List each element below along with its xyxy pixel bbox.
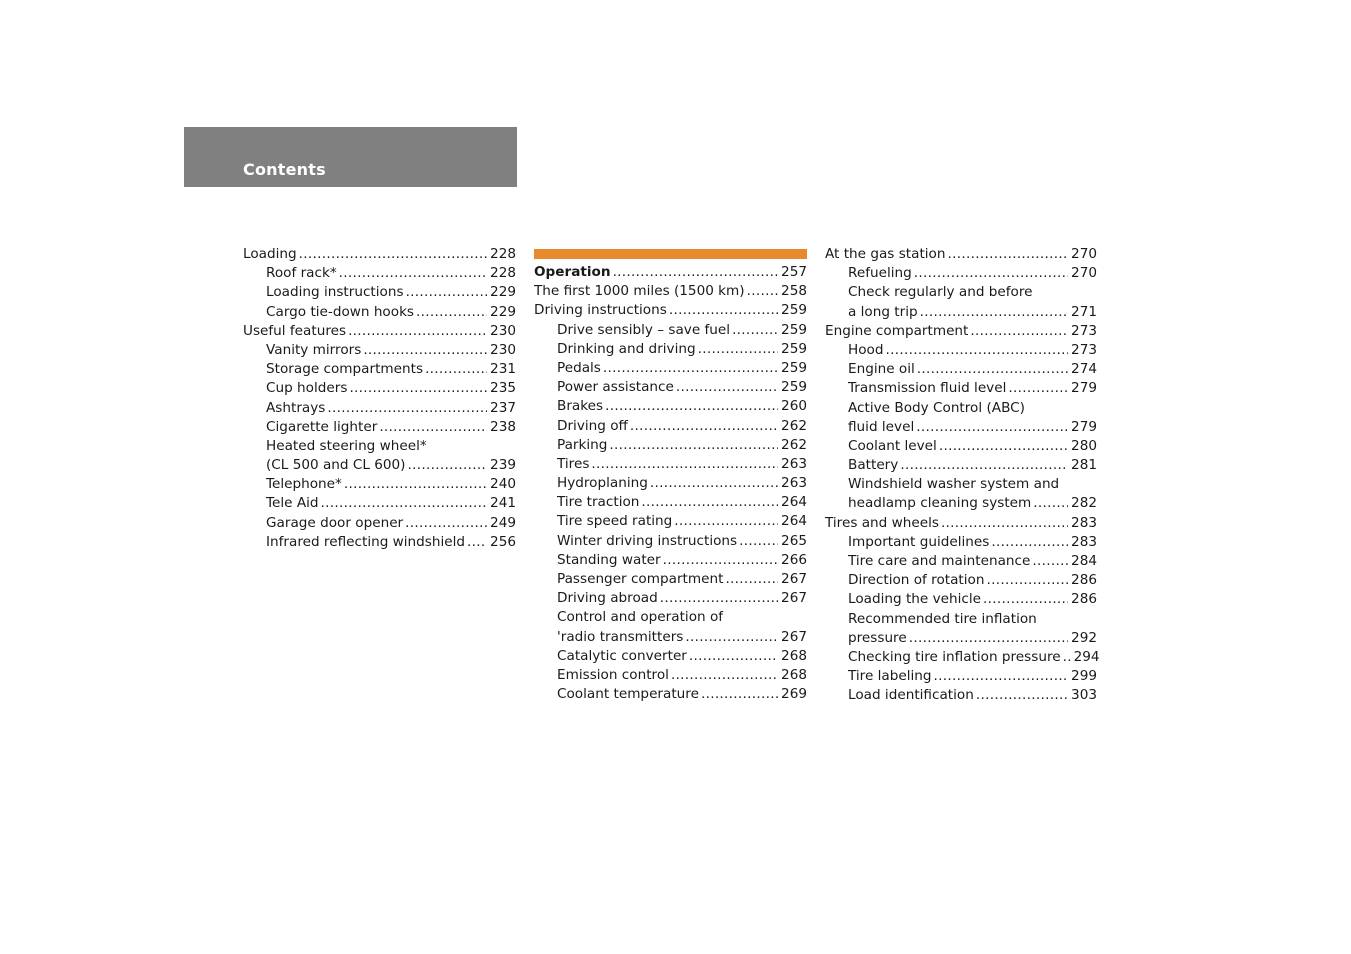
- dot-leader: [339, 264, 487, 283]
- dot-leader: [689, 647, 778, 666]
- toc-entry[interactable]: [825, 475, 1097, 494]
- dot-leader: [405, 514, 487, 533]
- toc-entry-label: Loading: [243, 246, 297, 262]
- toc-entry-page: 271: [1071, 303, 1097, 320]
- dot-leader: [725, 570, 778, 589]
- toc-entry[interactable]: [534, 455, 807, 474]
- toc-entry-page: 284: [1071, 553, 1097, 569]
- toc-entry[interactable]: [825, 590, 1097, 609]
- dot-leader: [299, 245, 487, 264]
- dot-leader: [327, 399, 487, 418]
- toc-entry[interactable]: [243, 494, 516, 513]
- toc-entry-page: 273: [1071, 322, 1097, 339]
- toc-entry-page: 259: [781, 321, 807, 338]
- toc-entry-page: 292: [1071, 629, 1097, 646]
- dot-leader: [613, 263, 778, 282]
- toc-entry-page: 266: [781, 551, 807, 568]
- dot-leader: [348, 322, 487, 341]
- toc-entry-label: Power assistance: [557, 379, 674, 396]
- toc-entry-page: 273: [1071, 341, 1097, 358]
- dot-leader: [986, 571, 1068, 590]
- toc-entry[interactable]: [534, 608, 807, 627]
- toc-entry-page: 259: [781, 340, 807, 357]
- toc-entry-label: Tire care and maintenance: [848, 553, 1031, 569]
- toc-entry-label: Coolant level: [848, 437, 937, 454]
- toc-entry[interactable]: [825, 571, 1097, 590]
- toc-entry-label: Refueling: [848, 265, 912, 282]
- toc-entry-label: Active Body Control (ABC): [848, 399, 1025, 416]
- toc-entry-page: 258: [781, 283, 807, 300]
- dot-leader: [605, 397, 778, 416]
- page-title: Contents: [243, 160, 326, 179]
- toc-column-2: [534, 249, 807, 704]
- toc-entry[interactable]: [243, 303, 516, 322]
- toc-entry-label: 'radio transmitters: [557, 628, 684, 645]
- toc-entry-page: 263: [781, 475, 807, 492]
- dot-leader: [886, 341, 1069, 360]
- dot-leader: [698, 340, 778, 359]
- dot-leader: [934, 667, 1069, 686]
- toc-entry-label: a long trip: [848, 303, 918, 320]
- toc-entry-label: Driving off: [557, 417, 628, 434]
- toc-entry-label: Hood: [848, 341, 884, 358]
- toc-entry[interactable]: [825, 283, 1097, 302]
- toc-entry-page: 265: [781, 532, 807, 549]
- toc-entry-label: Cigarette lighter: [266, 418, 378, 435]
- toc-entry-label: Brakes: [557, 398, 604, 415]
- toc-entry-page: 270: [1071, 265, 1097, 282]
- toc-entry[interactable]: [825, 322, 1097, 341]
- section-accent-bar: [534, 249, 807, 259]
- toc-entry-page: 229: [490, 303, 516, 320]
- toc-entry-page: 294: [1073, 648, 1100, 665]
- dot-leader: [349, 379, 487, 398]
- toc-entry[interactable]: [825, 494, 1097, 513]
- toc-entry[interactable]: [534, 301, 807, 320]
- toc-entry-page: 269: [781, 686, 807, 703]
- toc-entry-page: 228: [490, 246, 516, 262]
- toc-entry[interactable]: [825, 437, 1097, 456]
- toc-entry-page: 237: [490, 399, 516, 416]
- toc-entry-label: pressure: [848, 629, 907, 646]
- toc-entry-label: Tire labeling: [848, 668, 932, 685]
- toc-entry[interactable]: [534, 685, 807, 704]
- toc-entry-label: Catalytic converter: [557, 647, 687, 664]
- dot-leader: [363, 341, 487, 360]
- dot-leader: [941, 514, 1068, 533]
- toc-entry[interactable]: [534, 474, 807, 493]
- dot-leader: [732, 321, 778, 340]
- dot-leader: [900, 456, 1068, 475]
- dot-leader: [676, 378, 778, 397]
- toc-entry[interactable]: [825, 686, 1097, 705]
- dot-leader: [909, 629, 1068, 648]
- dot-leader: [991, 533, 1068, 552]
- toc-entry[interactable]: [243, 514, 516, 533]
- dot-leader: [917, 360, 1068, 379]
- toc-entry-page: 230: [490, 341, 516, 358]
- dot-leader: [747, 282, 778, 301]
- toc-entry-label: Pedals: [557, 359, 601, 376]
- toc-entry[interactable]: [534, 493, 807, 512]
- dot-leader: [916, 418, 1068, 437]
- toc-entry-page: 240: [490, 476, 516, 493]
- dot-leader: [344, 475, 487, 494]
- toc-entry-page: 274: [1071, 361, 1097, 378]
- toc-column-3: [825, 245, 1100, 706]
- toc-entry-page: 235: [490, 380, 516, 397]
- dot-leader: [939, 437, 1068, 456]
- toc-entry-label: Winter driving instructions: [557, 532, 738, 549]
- toc-entry-label: Standing water: [557, 551, 661, 568]
- toc-entry-page: 281: [1071, 457, 1097, 474]
- toc-entry[interactable]: [243, 245, 516, 264]
- toc-entry[interactable]: [825, 341, 1097, 360]
- toc-entry-page: 268: [781, 666, 807, 683]
- dot-leader: [603, 359, 778, 378]
- toc-entry-label: Parking: [557, 436, 608, 453]
- dot-leader: [425, 360, 487, 379]
- toc-entry[interactable]: [534, 321, 807, 340]
- toc-entry[interactable]: [825, 379, 1097, 398]
- toc-entry-page: 260: [781, 398, 807, 415]
- toc-entry-page: 241: [490, 495, 516, 512]
- toc-entry[interactable]: [243, 360, 516, 379]
- toc-entry-label: Useful features: [243, 322, 347, 339]
- dot-leader: [591, 455, 778, 474]
- toc-entry-label: Storage compartments: [266, 361, 424, 378]
- toc-entry-page: 267: [781, 590, 807, 607]
- toc-entry-page: 239: [490, 457, 516, 474]
- toc-entry[interactable]: [825, 303, 1097, 322]
- toc-entry-page: 230: [490, 322, 516, 339]
- dot-leader: [701, 685, 778, 704]
- toc-entry-page: 267: [781, 571, 807, 587]
- toc-entry[interactable]: [825, 264, 1097, 283]
- toc-entry-label: Roof rack*: [266, 265, 337, 282]
- toc-entry-page: 282: [1071, 495, 1097, 512]
- toc-entry[interactable]: [534, 532, 807, 551]
- toc-entry-page: 259: [781, 302, 807, 319]
- toc-entry-page: 270: [1071, 246, 1097, 262]
- dot-leader: [983, 590, 1068, 609]
- toc-entry[interactable]: [243, 379, 516, 398]
- toc-entry-label: Hydroplaning: [557, 475, 648, 492]
- toc-entry-label: (CL 500 and CL 600): [266, 457, 406, 474]
- toc-entry[interactable]: [534, 512, 807, 531]
- toc-entry-label: Direction of rotation: [848, 572, 985, 589]
- dot-leader: [660, 589, 778, 608]
- toc-entry-page: 299: [1071, 668, 1097, 685]
- toc-entry-label: Control and operation of: [557, 609, 724, 626]
- dot-leader: [609, 436, 778, 455]
- dot-leader: [379, 418, 487, 437]
- toc-entry-page: 228: [490, 265, 516, 282]
- toc-entry[interactable]: [534, 551, 807, 570]
- toc-entry-page: 229: [490, 284, 516, 301]
- dot-leader: [630, 417, 778, 436]
- toc-entry[interactable]: [534, 378, 807, 397]
- toc-entry-page: 249: [490, 514, 516, 531]
- toc-entry-page: 279: [1071, 418, 1097, 435]
- toc-entry[interactable]: [243, 322, 516, 341]
- toc-entry-label: Operation: [534, 264, 611, 280]
- dot-leader: [674, 512, 778, 531]
- toc-entry-label: Driving abroad: [557, 590, 658, 607]
- toc-entry-label: Tire traction: [557, 494, 640, 511]
- toc-entry[interactable]: [825, 629, 1097, 648]
- toc-entry-label: Garage door opener: [266, 514, 404, 531]
- toc-entry[interactable]: [534, 436, 807, 455]
- dot-leader: [408, 456, 488, 475]
- toc-entry-page: 264: [781, 513, 807, 530]
- toc-entry-label: Transmission fluid level: [848, 380, 1007, 397]
- toc-entry-label: headlamp cleaning system: [848, 495, 1032, 512]
- dot-leader: [663, 551, 778, 570]
- toc-entry[interactable]: [534, 666, 807, 685]
- toc-entry-label: Cargo tie-down hooks: [266, 303, 415, 320]
- toc-entry-page: 259: [781, 359, 807, 376]
- dot-leader: [641, 493, 778, 512]
- toc-entry[interactable]: [243, 399, 516, 418]
- toc-entry-page: 263: [781, 455, 807, 472]
- toc-entry[interactable]: [534, 647, 807, 666]
- toc-entry-page: 267: [781, 628, 807, 645]
- toc-entry-label: Telephone*: [266, 476, 342, 493]
- toc-entry-label: Loading the vehicle: [848, 591, 981, 608]
- dot-leader: [669, 301, 778, 320]
- toc-entry[interactable]: [534, 589, 807, 608]
- toc-entry[interactable]: [534, 417, 807, 436]
- toc-entry[interactable]: [243, 264, 516, 283]
- toc-entry-page: 257: [781, 264, 807, 280]
- toc-entry[interactable]: [825, 418, 1097, 437]
- toc-entry-label: Vanity mirrors: [266, 341, 362, 358]
- toc-entry-label: The first 1000 miles (1500 km): [534, 283, 745, 300]
- toc-entry-label: Load identification: [848, 687, 974, 704]
- toc-entry[interactable]: [243, 475, 516, 494]
- toc-entry-label: Tele Aid: [266, 495, 319, 512]
- toc-entry[interactable]: [825, 648, 1100, 667]
- dot-leader: [1063, 648, 1071, 667]
- dot-leader: [1008, 379, 1068, 398]
- dot-leader: [467, 533, 487, 552]
- toc-entry-label: Windshield washer system and: [848, 476, 1060, 493]
- toc-entry[interactable]: [534, 570, 807, 589]
- toc-entry[interactable]: [825, 552, 1097, 571]
- dot-leader: [650, 474, 778, 493]
- dot-leader: [970, 322, 1068, 341]
- toc-entry[interactable]: [243, 456, 516, 475]
- toc-entry[interactable]: [534, 263, 807, 282]
- toc-entry-label: Recommended tire inflation: [848, 610, 1037, 627]
- toc-entry-label: Important guidelines: [848, 533, 990, 550]
- toc-entry[interactable]: [825, 456, 1097, 475]
- dot-leader: [976, 686, 1068, 705]
- toc-entry[interactable]: [825, 514, 1097, 533]
- toc-entry-label: fluid level: [848, 418, 915, 435]
- toc-entry-page: 268: [781, 647, 807, 664]
- toc-entry-page: 286: [1071, 591, 1097, 608]
- toc-entry-page: 262: [781, 436, 807, 453]
- toc-entry-page: 279: [1071, 380, 1097, 397]
- dot-leader: [739, 532, 778, 551]
- toc-entry-label: Passenger compartment: [557, 571, 724, 587]
- toc-entry[interactable]: [825, 667, 1097, 686]
- dot-leader: [321, 494, 488, 513]
- toc-entry-label: Coolant temperature: [557, 686, 699, 703]
- toc-entry-page: 286: [1071, 572, 1097, 589]
- dot-leader: [948, 245, 1069, 264]
- toc-entry[interactable]: [825, 245, 1097, 264]
- contents-header-bar: [184, 127, 517, 187]
- toc-entry-label: Driving instructions: [534, 302, 667, 319]
- toc-entry[interactable]: [825, 360, 1097, 379]
- toc-entry-label: Engine compartment: [825, 322, 969, 339]
- dot-leader: [416, 303, 487, 322]
- dot-leader: [920, 303, 1068, 322]
- toc-entry-label: Loading instructions: [266, 284, 404, 301]
- toc-entry-label: Drive sensibly – save fuel: [557, 321, 731, 338]
- toc-entry-label: Battery: [848, 457, 899, 474]
- toc-entry[interactable]: [534, 397, 807, 416]
- toc-entry-label: Cup holders: [266, 380, 348, 397]
- toc-entry-label: Tires: [557, 455, 590, 472]
- toc-column-1: [243, 245, 516, 552]
- dot-leader: [1032, 552, 1068, 571]
- toc-entry-label: At the gas station: [825, 246, 946, 262]
- toc-entry[interactable]: [534, 359, 807, 378]
- toc-entry[interactable]: [243, 283, 516, 302]
- toc-entry[interactable]: [243, 418, 516, 437]
- toc-entry-page: 283: [1071, 533, 1097, 550]
- toc-entry-label: Engine oil: [848, 361, 915, 378]
- toc-entry-label: Heated steering wheel*: [266, 437, 427, 454]
- toc-entry-label: Drinking and driving: [557, 340, 696, 357]
- toc-entry-label: Checking tire inflation pressure: [848, 648, 1061, 665]
- toc-entry-page: 231: [490, 361, 516, 378]
- toc-entry-label: Ashtrays: [266, 399, 326, 416]
- toc-entry[interactable]: [534, 340, 807, 359]
- toc-entry-page: 262: [781, 417, 807, 434]
- toc-entry[interactable]: [825, 610, 1097, 629]
- toc-entry[interactable]: [534, 282, 807, 301]
- dot-leader: [671, 666, 778, 685]
- toc-entry[interactable]: [825, 399, 1097, 418]
- dot-leader: [914, 264, 1068, 283]
- toc-entry-label: Infrared reflecting windshield: [266, 533, 466, 550]
- dot-leader: [406, 283, 487, 302]
- toc-entry-page: 280: [1071, 437, 1097, 454]
- toc-entry[interactable]: [825, 533, 1097, 552]
- toc-entry-label: Check regularly and before: [848, 284, 1033, 301]
- toc-entry-page: 256: [490, 533, 516, 550]
- toc-entry-label: Emission control: [557, 666, 669, 683]
- toc-entry-page: 283: [1071, 514, 1097, 531]
- toc-entry-label: Tires and wheels: [825, 514, 939, 531]
- toc-entry-page: 238: [490, 418, 516, 435]
- toc-entry-page: 259: [781, 379, 807, 396]
- toc-entry-page: 303: [1071, 687, 1097, 704]
- dot-leader: [685, 628, 778, 647]
- toc-entry[interactable]: [243, 341, 516, 360]
- toc-entry[interactable]: [534, 628, 807, 647]
- toc-entry-page: 264: [781, 494, 807, 511]
- dot-leader: [1033, 494, 1068, 513]
- toc-entry[interactable]: [243, 533, 516, 552]
- toc-entry-label: Tire speed rating: [557, 513, 673, 530]
- toc-entry[interactable]: [243, 437, 516, 456]
